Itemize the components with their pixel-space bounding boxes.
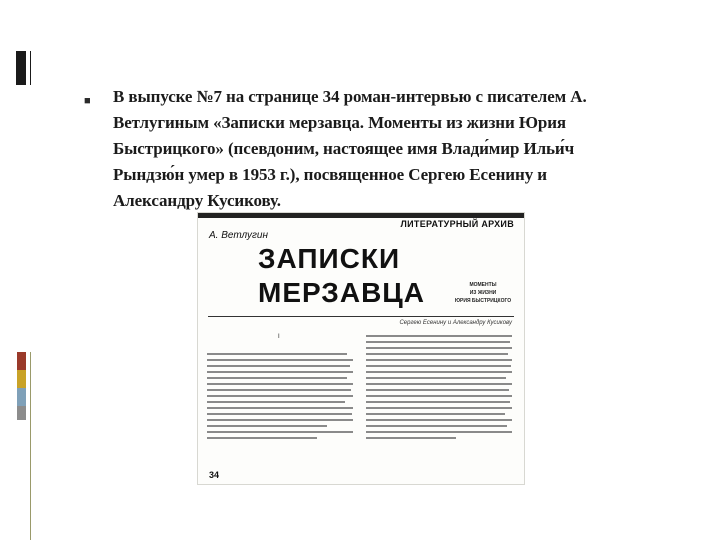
magazine-subtitle-line-1: МОМЕНТЫ	[469, 282, 497, 288]
decorative-bar-top	[16, 51, 26, 85]
article-column-left	[207, 353, 357, 443]
magazine-author: А. Ветлугин	[209, 230, 268, 241]
magazine-title-line-1: ЗАПИСКИ	[258, 243, 401, 274]
chapter-number: I	[278, 334, 280, 340]
page-top-bar	[198, 213, 524, 218]
bullet-marker: ■	[84, 95, 91, 107]
magazine-dedication: Сергею Есенину и Александру Кусикову	[399, 320, 512, 326]
magazine-title-line-2: МЕРЗАВЦА	[258, 277, 425, 308]
decorative-strip-blue	[17, 388, 26, 406]
magazine-subtitle	[453, 281, 513, 305]
decorative-vertical-line	[30, 352, 31, 540]
magazine-rubric: ЛИТЕРАТУРНЫЙ АРХИВ	[400, 219, 514, 229]
magazine-subtitle-line-2: ИЗ ЖИЗНИ	[469, 290, 497, 296]
title-rule	[208, 316, 514, 317]
decorative-strip-yellow	[17, 370, 26, 388]
article-column-right	[366, 335, 516, 443]
decorative-strip-gray	[17, 406, 26, 420]
bullet-text: В выпуске №7 на странице 34 роман-интервью с писателем А. Ветлугиным «Записки мерзавца. Моменты из жизни Юрия Быстрицкого» (псевдоним, настоящее имя Влади́мир Ильи́ч Рындзю́н умер в 1953 г.), посвященное Сергею Есенину и Александру Кусикову.	[113, 87, 587, 210]
magazine-subtitle-line-3: ЮРИЯ БЫСТРИЦКОГО	[454, 298, 512, 304]
magazine-page-image	[197, 212, 525, 485]
decorative-strip-red	[17, 352, 26, 370]
page-number: 34	[209, 470, 220, 480]
